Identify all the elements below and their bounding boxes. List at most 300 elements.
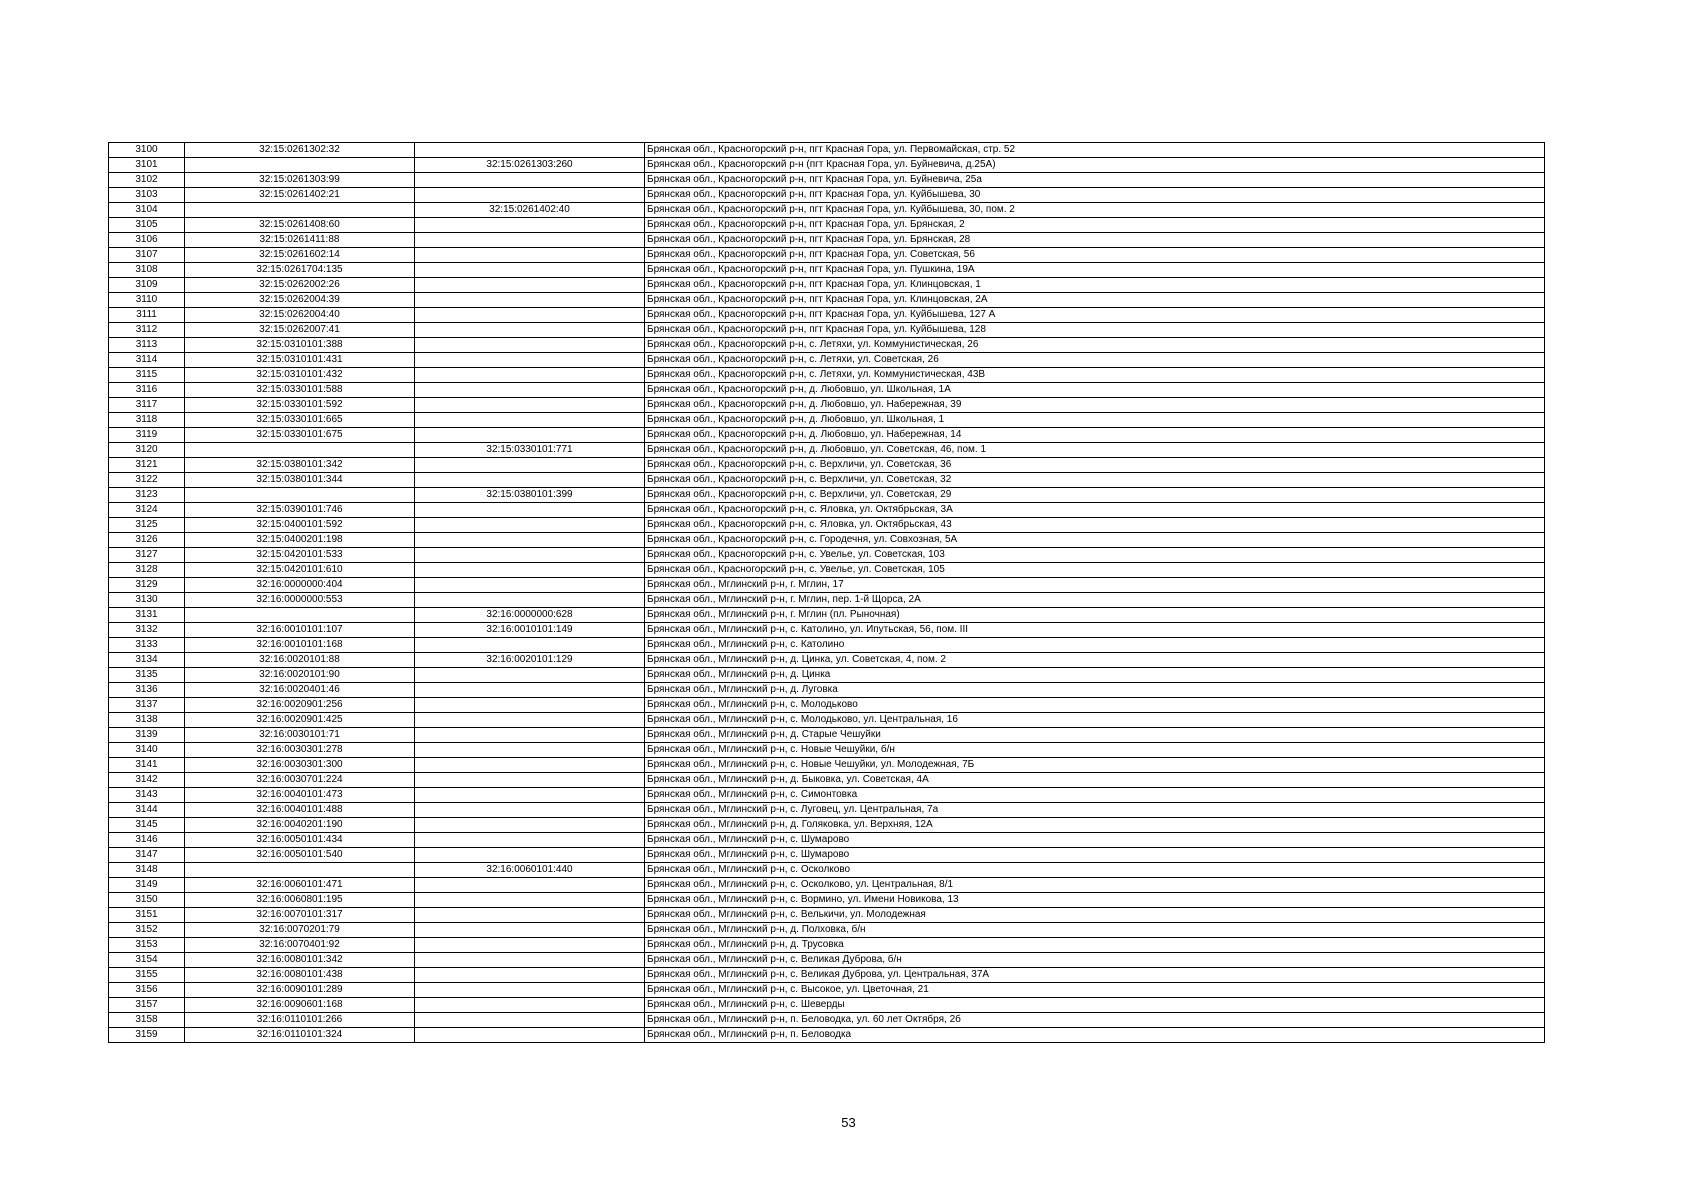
address-cell: Брянская обл., Мглинский р-н, п. Беловодка <box>645 1028 1545 1043</box>
cadastral-number-cell: 32:15:0400201:198 <box>185 533 415 548</box>
table-row <box>109 743 1545 758</box>
row-number-cell: 3102 <box>109 173 185 188</box>
related-cadastral-number-cell <box>415 743 645 758</box>
table-row <box>109 398 1545 413</box>
address-cell: Брянская обл., Красногорский р-н, пгт Красная Гора, ул. Первомайская, стр. 52 <box>645 143 1545 158</box>
related-cadastral-number-cell <box>415 893 645 908</box>
row-number-cell: 3134 <box>109 653 185 668</box>
row-number-cell: 3117 <box>109 398 185 413</box>
address-cell: Брянская обл., Красногорский р-н, пгт Красная Гора, ул. Буйневича, 25а <box>645 173 1545 188</box>
row-number-cell: 3103 <box>109 188 185 203</box>
table-row <box>109 188 1545 203</box>
row-number-cell: 3124 <box>109 503 185 518</box>
cadastral-number-cell: 32:16:0070201:79 <box>185 923 415 938</box>
address-cell: Брянская обл., Мглинский р-н, с. Шумарово <box>645 833 1545 848</box>
cadastral-number-cell: 32:16:0030701:224 <box>185 773 415 788</box>
row-number-cell: 3109 <box>109 278 185 293</box>
row-number-cell: 3148 <box>109 863 185 878</box>
related-cadastral-number-cell <box>415 533 645 548</box>
address-cell: Брянская обл., Красногорский р-н, с. Летяхи, ул. Коммунистическая, 26 <box>645 338 1545 353</box>
row-number-cell: 3120 <box>109 443 185 458</box>
table-row <box>109 233 1545 248</box>
address-cell: Брянская обл., Красногорский р-н, с. Верхличи, ул. Советская, 32 <box>645 473 1545 488</box>
page-number: 53 <box>841 1115 856 1130</box>
row-number-cell: 3149 <box>109 878 185 893</box>
related-cadastral-number-cell <box>415 233 645 248</box>
row-number-cell: 3147 <box>109 848 185 863</box>
cadastral-number-cell: 32:15:0420101:610 <box>185 563 415 578</box>
related-cadastral-number-cell <box>415 998 645 1013</box>
cadastral-number-cell: 32:15:0262007:41 <box>185 323 415 338</box>
address-cell: Брянская обл., Красногорский р-н, с. Увелье, ул. Советская, 103 <box>645 548 1545 563</box>
cadastral-number-cell: 32:15:0400101:592 <box>185 518 415 533</box>
address-cell: Брянская обл., Красногорский р-н, д. Любовшо, ул. Советская, 46, пом. 1 <box>645 443 1545 458</box>
address-cell: Брянская обл., Красногорский р-н, с. Летяхи, ул. Коммунистическая, 43В <box>645 368 1545 383</box>
row-number-cell: 3136 <box>109 683 185 698</box>
related-cadastral-number-cell <box>415 593 645 608</box>
related-cadastral-number-cell: 32:15:0330101:771 <box>415 443 645 458</box>
row-number-cell: 3146 <box>109 833 185 848</box>
table-body <box>109 143 1545 1043</box>
row-number-cell: 3131 <box>109 608 185 623</box>
related-cadastral-number-cell <box>415 563 645 578</box>
row-number-cell: 3111 <box>109 308 185 323</box>
cadastral-number-cell: 32:16:0020901:256 <box>185 698 415 713</box>
row-number-cell: 3129 <box>109 578 185 593</box>
address-cell: Брянская обл., Красногорский р-н, пгт Красная Гора, ул. Пушкина, 19А <box>645 263 1545 278</box>
cadastral-number-cell: 32:16:0060801:195 <box>185 893 415 908</box>
cadastral-number-cell: 32:16:0050101:540 <box>185 848 415 863</box>
row-number-cell: 3118 <box>109 413 185 428</box>
related-cadastral-number-cell <box>415 263 645 278</box>
address-cell: Брянская обл., Мглинский р-н, д. Трусовка <box>645 938 1545 953</box>
cadastral-number-cell: 32:15:0380101:342 <box>185 458 415 473</box>
row-number-cell: 3141 <box>109 758 185 773</box>
related-cadastral-number-cell <box>415 248 645 263</box>
table-row <box>109 278 1545 293</box>
related-cadastral-number-cell <box>415 968 645 983</box>
related-cadastral-number-cell <box>415 773 645 788</box>
table-row <box>109 338 1545 353</box>
address-cell: Брянская обл., Мглинский р-н, д. Луговка <box>645 683 1545 698</box>
table-row <box>109 173 1545 188</box>
address-cell: Брянская обл., Мглинский р-н, с. Осколково, ул. Центральная, 8/1 <box>645 878 1545 893</box>
related-cadastral-number-cell <box>415 983 645 998</box>
table-row <box>109 488 1545 503</box>
address-cell: Брянская обл., Мглинский р-н, г. Мглин (пл. Рыночная) <box>645 608 1545 623</box>
related-cadastral-number-cell: 32:15:0380101:399 <box>415 488 645 503</box>
cadastral-number-cell: 32:16:0010101:168 <box>185 638 415 653</box>
table-row <box>109 938 1545 953</box>
row-number-cell: 3153 <box>109 938 185 953</box>
table-row <box>109 503 1545 518</box>
cadastral-number-cell: 32:16:0080101:438 <box>185 968 415 983</box>
cadastral-number-cell: 32:16:0070401:92 <box>185 938 415 953</box>
table-row <box>109 953 1545 968</box>
related-cadastral-number-cell: 32:16:0060101:440 <box>415 863 645 878</box>
table-row <box>109 458 1545 473</box>
related-cadastral-number-cell <box>415 833 645 848</box>
table-row <box>109 773 1545 788</box>
table-row <box>109 998 1545 1013</box>
cadastral-number-cell <box>185 203 415 218</box>
address-cell: Брянская обл., Красногорский р-н, пгт Красная Гора, ул. Куйбышева, 128 <box>645 323 1545 338</box>
related-cadastral-number-cell <box>415 293 645 308</box>
related-cadastral-number-cell <box>415 518 645 533</box>
address-cell: Брянская обл., Мглинский р-н, с. Вормино, ул. Имени Новикова, 13 <box>645 893 1545 908</box>
row-number-cell: 3135 <box>109 668 185 683</box>
row-number-cell: 3157 <box>109 998 185 1013</box>
cadastral-number-cell: 32:16:0000000:404 <box>185 578 415 593</box>
table-row <box>109 923 1545 938</box>
table-row <box>109 383 1545 398</box>
cadastral-number-cell <box>185 608 415 623</box>
table-row <box>109 653 1545 668</box>
address-cell: Брянская обл., Мглинский р-н, с. Велькичи, ул. Молодежная <box>645 908 1545 923</box>
table-row <box>109 728 1545 743</box>
related-cadastral-number-cell <box>415 278 645 293</box>
address-cell: Брянская обл., Мглинский р-н, с. Молодьково, ул. Центральная, 16 <box>645 713 1545 728</box>
related-cadastral-number-cell <box>415 848 645 863</box>
table-row <box>109 593 1545 608</box>
address-cell: Брянская обл., Мглинский р-н, п. Беловодка, ул. 60 лет Октября, 2б <box>645 1013 1545 1028</box>
table-row <box>109 1028 1545 1043</box>
row-number-cell: 3137 <box>109 698 185 713</box>
table-row <box>109 413 1545 428</box>
cadastral-number-cell: 32:15:0380101:344 <box>185 473 415 488</box>
cadastral-number-cell: 32:16:0020101:88 <box>185 653 415 668</box>
cadastral-number-cell <box>185 158 415 173</box>
row-number-cell: 3108 <box>109 263 185 278</box>
table-row <box>109 353 1545 368</box>
cadastral-number-cell <box>185 863 415 878</box>
address-cell: Брянская обл., Красногорский р-н, пгт Красная Гора, ул. Куйбышева, 30, пом. 2 <box>645 203 1545 218</box>
row-number-cell: 3115 <box>109 368 185 383</box>
related-cadastral-number-cell <box>415 308 645 323</box>
row-number-cell: 3121 <box>109 458 185 473</box>
cadastral-number-cell <box>185 488 415 503</box>
table-row <box>109 548 1545 563</box>
address-cell: Брянская обл., Красногорский р-н, с. Верхличи, ул. Советская, 36 <box>645 458 1545 473</box>
address-cell: Брянская обл., Мглинский р-н, с. Луговец, ул. Центральная, 7а <box>645 803 1545 818</box>
address-cell: Брянская обл., Мглинский р-н, с. Симонтовка <box>645 788 1545 803</box>
row-number-cell: 3122 <box>109 473 185 488</box>
row-number-cell: 3100 <box>109 143 185 158</box>
address-cell: Брянская обл., Красногорский р-н, д. Любовшо, ул. Школьная, 1А <box>645 383 1545 398</box>
table-row <box>109 203 1545 218</box>
related-cadastral-number-cell <box>415 878 645 893</box>
cadastral-number-cell: 32:16:0020901:425 <box>185 713 415 728</box>
cadastral-number-cell: 32:15:0261303:99 <box>185 173 415 188</box>
related-cadastral-number-cell: 32:16:0020101:129 <box>415 653 645 668</box>
address-cell: Брянская обл., Мглинский р-н, с. Шумарово <box>645 848 1545 863</box>
address-cell: Брянская обл., Мглинский р-н, с. Католино <box>645 638 1545 653</box>
address-cell: Брянская обл., Мглинский р-н, д. Полховка, б/н <box>645 923 1545 938</box>
related-cadastral-number-cell <box>415 143 645 158</box>
cadastral-number-cell: 32:16:0000000:553 <box>185 593 415 608</box>
related-cadastral-number-cell <box>415 173 645 188</box>
cadastral-number-cell: 32:15:0310101:432 <box>185 368 415 383</box>
address-cell: Брянская обл., Красногорский р-н, с. Яловка, ул. Октябрьская, 43 <box>645 518 1545 533</box>
related-cadastral-number-cell <box>415 338 645 353</box>
address-cell: Брянская обл., Красногорский р-н, с. Увелье, ул. Советская, 105 <box>645 563 1545 578</box>
row-number-cell: 3126 <box>109 533 185 548</box>
address-cell: Брянская обл., Красногорский р-н, д. Любовшо, ул. Набережная, 39 <box>645 398 1545 413</box>
cadastral-number-cell: 32:16:0060101:471 <box>185 878 415 893</box>
address-cell: Брянская обл., Мглинский р-н, с. Новые Чешуйки, ул. Молодежная, 7Б <box>645 758 1545 773</box>
row-number-cell: 3151 <box>109 908 185 923</box>
table-row <box>109 563 1545 578</box>
cadastral-number-cell: 32:15:0330101:665 <box>185 413 415 428</box>
cadastral-number-cell: 32:16:0050101:434 <box>185 833 415 848</box>
row-number-cell: 3130 <box>109 593 185 608</box>
row-number-cell: 3144 <box>109 803 185 818</box>
row-number-cell: 3159 <box>109 1028 185 1043</box>
table-row <box>109 878 1545 893</box>
cadastral-number-cell: 32:16:0020401:46 <box>185 683 415 698</box>
row-number-cell: 3107 <box>109 248 185 263</box>
address-cell: Брянская обл., Мглинский р-н, д. Голяковка, ул. Верхняя, 12А <box>645 818 1545 833</box>
cadastral-number-cell: 32:16:0040101:473 <box>185 788 415 803</box>
related-cadastral-number-cell <box>415 713 645 728</box>
address-cell: Брянская обл., Мглинский р-н, д. Цинка <box>645 668 1545 683</box>
cadastral-number-cell: 32:15:0420101:533 <box>185 548 415 563</box>
related-cadastral-number-cell <box>415 683 645 698</box>
table-row <box>109 263 1545 278</box>
table-row <box>109 863 1545 878</box>
cadastral-number-cell: 32:15:0330101:675 <box>185 428 415 443</box>
cadastral-number-cell: 32:16:0030301:278 <box>185 743 415 758</box>
property-registry-table <box>108 142 1545 1043</box>
row-number-cell: 3113 <box>109 338 185 353</box>
cadastral-number-cell: 32:15:0330101:588 <box>185 383 415 398</box>
table-row <box>109 683 1545 698</box>
cadastral-number-cell: 32:15:0261602:14 <box>185 248 415 263</box>
address-cell: Брянская обл., Мглинский р-н, с. Высокое, ул. Цветочная, 21 <box>645 983 1545 998</box>
table-row <box>109 473 1545 488</box>
table-row <box>109 143 1545 158</box>
row-number-cell: 3156 <box>109 983 185 998</box>
table-row <box>109 308 1545 323</box>
related-cadastral-number-cell <box>415 368 645 383</box>
cadastral-number-cell: 32:15:0390101:746 <box>185 503 415 518</box>
address-cell: Брянская обл., Красногорский р-н, с. Городечня, ул. Совхозная, 5А <box>645 533 1545 548</box>
related-cadastral-number-cell <box>415 188 645 203</box>
related-cadastral-number-cell <box>415 383 645 398</box>
address-cell: Брянская обл., Красногорский р-н, пгт Красная Гора, ул. Брянская, 2 <box>645 218 1545 233</box>
row-number-cell: 3139 <box>109 728 185 743</box>
row-number-cell: 3112 <box>109 323 185 338</box>
cadastral-number-cell: 32:16:0040101:488 <box>185 803 415 818</box>
related-cadastral-number-cell <box>415 323 645 338</box>
address-cell: Брянская обл., Красногорский р-н, пгт Красная Гора, ул. Куйбышева, 30 <box>645 188 1545 203</box>
related-cadastral-number-cell <box>415 503 645 518</box>
related-cadastral-number-cell <box>415 1028 645 1043</box>
related-cadastral-number-cell <box>415 803 645 818</box>
address-cell: Брянская обл., Красногорский р-н, пгт Красная Гора, ул. Куйбышева, 127 А <box>645 308 1545 323</box>
table-row <box>109 788 1545 803</box>
cadastral-number-cell: 32:15:0261402:21 <box>185 188 415 203</box>
related-cadastral-number-cell: 32:15:0261303:260 <box>415 158 645 173</box>
table-row <box>109 518 1545 533</box>
cadastral-number-cell: 32:16:0030301:300 <box>185 758 415 773</box>
related-cadastral-number-cell <box>415 638 645 653</box>
row-number-cell: 3152 <box>109 923 185 938</box>
related-cadastral-number-cell <box>415 668 645 683</box>
related-cadastral-number-cell <box>415 698 645 713</box>
table-row <box>109 218 1545 233</box>
row-number-cell: 3116 <box>109 383 185 398</box>
row-number-cell: 3127 <box>109 548 185 563</box>
table-row <box>109 443 1545 458</box>
table-row <box>109 803 1545 818</box>
table-row <box>109 638 1545 653</box>
related-cadastral-number-cell <box>415 428 645 443</box>
address-cell: Брянская обл., Мглинский р-н, г. Мглин, 17 <box>645 578 1545 593</box>
row-number-cell: 3114 <box>109 353 185 368</box>
cadastral-number-cell: 32:16:0030101:71 <box>185 728 415 743</box>
row-number-cell: 3150 <box>109 893 185 908</box>
cadastral-number-cell: 32:15:0261408:60 <box>185 218 415 233</box>
row-number-cell: 3123 <box>109 488 185 503</box>
address-cell: Брянская обл., Мглинский р-н, с. Молодьково <box>645 698 1545 713</box>
related-cadastral-number-cell <box>415 923 645 938</box>
table-row <box>109 428 1545 443</box>
related-cadastral-number-cell <box>415 218 645 233</box>
cadastral-number-cell: 32:16:0070101:317 <box>185 908 415 923</box>
cadastral-number-cell: 32:16:0020101:90 <box>185 668 415 683</box>
row-number-cell: 3106 <box>109 233 185 248</box>
related-cadastral-number-cell: 32:16:0000000:628 <box>415 608 645 623</box>
related-cadastral-number-cell <box>415 398 645 413</box>
related-cadastral-number-cell <box>415 788 645 803</box>
address-cell: Брянская обл., Красногорский р-н, с. Летяхи, ул. Советская, 26 <box>645 353 1545 368</box>
cadastral-number-cell: 32:15:0261302:32 <box>185 143 415 158</box>
address-cell: Брянская обл., Красногорский р-н, пгт Красная Гора, ул. Брянская, 28 <box>645 233 1545 248</box>
address-cell: Брянская обл., Мглинский р-н, с. Осколково <box>645 863 1545 878</box>
cadastral-number-cell: 32:16:0010101:107 <box>185 623 415 638</box>
cadastral-number-cell: 32:15:0262004:39 <box>185 293 415 308</box>
row-number-cell: 3133 <box>109 638 185 653</box>
row-number-cell: 3142 <box>109 773 185 788</box>
cadastral-number-cell: 32:16:0090601:168 <box>185 998 415 1013</box>
table-row <box>109 578 1545 593</box>
row-number-cell: 3105 <box>109 218 185 233</box>
related-cadastral-number-cell <box>415 1013 645 1028</box>
related-cadastral-number-cell <box>415 353 645 368</box>
row-number-cell: 3104 <box>109 203 185 218</box>
related-cadastral-number-cell <box>415 908 645 923</box>
address-cell: Брянская обл., Красногорский р-н, д. Любовшо, ул. Набережная, 14 <box>645 428 1545 443</box>
table-row <box>109 833 1545 848</box>
table-row <box>109 848 1545 863</box>
table-row <box>109 1013 1545 1028</box>
cadastral-number-cell: 32:15:0310101:388 <box>185 338 415 353</box>
row-number-cell: 3110 <box>109 293 185 308</box>
table-row <box>109 698 1545 713</box>
related-cadastral-number-cell <box>415 413 645 428</box>
related-cadastral-number-cell <box>415 548 645 563</box>
row-number-cell: 3125 <box>109 518 185 533</box>
table-row <box>109 818 1545 833</box>
row-number-cell: 3154 <box>109 953 185 968</box>
cadastral-number-cell: 32:16:0110101:324 <box>185 1028 415 1043</box>
table-row <box>109 248 1545 263</box>
row-number-cell: 3158 <box>109 1013 185 1028</box>
related-cadastral-number-cell <box>415 818 645 833</box>
row-number-cell: 3155 <box>109 968 185 983</box>
table-row <box>109 368 1545 383</box>
table-row <box>109 533 1545 548</box>
address-cell: Брянская обл., Мглинский р-н, г. Мглин, пер. 1-й Щорса, 2А <box>645 593 1545 608</box>
table-row <box>109 908 1545 923</box>
related-cadastral-number-cell: 32:15:0261402:40 <box>415 203 645 218</box>
cadastral-number-cell: 32:15:0262004:40 <box>185 308 415 323</box>
table-row <box>109 323 1545 338</box>
table-row <box>109 623 1545 638</box>
cadastral-number-cell: 32:15:0262002:26 <box>185 278 415 293</box>
address-cell: Брянская обл., Мглинский р-н, с. Великая Дуброва, ул. Центральная, 37А <box>645 968 1545 983</box>
row-number-cell: 3128 <box>109 563 185 578</box>
table-row <box>109 713 1545 728</box>
table-row <box>109 893 1545 908</box>
table-row <box>109 158 1545 173</box>
cadastral-number-cell: 32:16:0040201:190 <box>185 818 415 833</box>
cadastral-number-cell: 32:15:0310101:431 <box>185 353 415 368</box>
table-row <box>109 758 1545 773</box>
table-row <box>109 983 1545 998</box>
row-number-cell: 3132 <box>109 623 185 638</box>
address-cell: Брянская обл., Красногорский р-н (пгт Красная Гора, ул. Буйневича, д.25А) <box>645 158 1545 173</box>
address-cell: Брянская обл., Красногорский р-н, пгт Красная Гора, ул. Клинцовская, 2А <box>645 293 1545 308</box>
address-cell: Брянская обл., Красногорский р-н, д. Любовшо, ул. Школьная, 1 <box>645 413 1545 428</box>
cadastral-number-cell <box>185 443 415 458</box>
address-cell: Брянская обл., Мглинский р-н, д. Цинка, ул. Советская, 4, пом. 2 <box>645 653 1545 668</box>
row-number-cell: 3101 <box>109 158 185 173</box>
row-number-cell: 3119 <box>109 428 185 443</box>
row-number-cell: 3140 <box>109 743 185 758</box>
related-cadastral-number-cell <box>415 758 645 773</box>
table-row <box>109 608 1545 623</box>
table-row <box>109 968 1545 983</box>
cadastral-number-cell: 32:16:0080101:342 <box>185 953 415 968</box>
related-cadastral-number-cell <box>415 728 645 743</box>
address-cell: Брянская обл., Красногорский р-н, с. Верхличи, ул. Советская, 29 <box>645 488 1545 503</box>
row-number-cell: 3138 <box>109 713 185 728</box>
cadastral-number-cell: 32:15:0261704:135 <box>185 263 415 278</box>
related-cadastral-number-cell <box>415 473 645 488</box>
related-cadastral-number-cell <box>415 938 645 953</box>
address-cell: Брянская обл., Мглинский р-н, с. Новые Чешуйки, б/н <box>645 743 1545 758</box>
table-row <box>109 293 1545 308</box>
address-cell: Брянская обл., Мглинский р-н, с. Великая Дуброва, б/н <box>645 953 1545 968</box>
address-cell: Брянская обл., Красногорский р-н, пгт Красная Гора, ул. Советская, 56 <box>645 248 1545 263</box>
address-cell: Брянская обл., Мглинский р-н, д. Быковка, ул. Советская, 4А <box>645 773 1545 788</box>
related-cadastral-number-cell: 32:16:0010101:149 <box>415 623 645 638</box>
address-cell: Брянская обл., Красногорский р-н, с. Яловка, ул. Октябрьская, 3А <box>645 503 1545 518</box>
row-number-cell: 3143 <box>109 788 185 803</box>
row-number-cell: 3145 <box>109 818 185 833</box>
address-cell: Брянская обл., Красногорский р-н, пгт Красная Гора, ул. Клинцовская, 1 <box>645 278 1545 293</box>
table-row <box>109 668 1545 683</box>
cadastral-number-cell: 32:16:0110101:266 <box>185 1013 415 1028</box>
cadastral-number-cell: 32:15:0261411:88 <box>185 233 415 248</box>
cadastral-number-cell: 32:15:0330101:592 <box>185 398 415 413</box>
related-cadastral-number-cell <box>415 953 645 968</box>
address-cell: Брянская обл., Мглинский р-н, с. Шеверды <box>645 998 1545 1013</box>
related-cadastral-number-cell <box>415 578 645 593</box>
address-cell: Брянская обл., Мглинский р-н, д. Старые Чешуйки <box>645 728 1545 743</box>
